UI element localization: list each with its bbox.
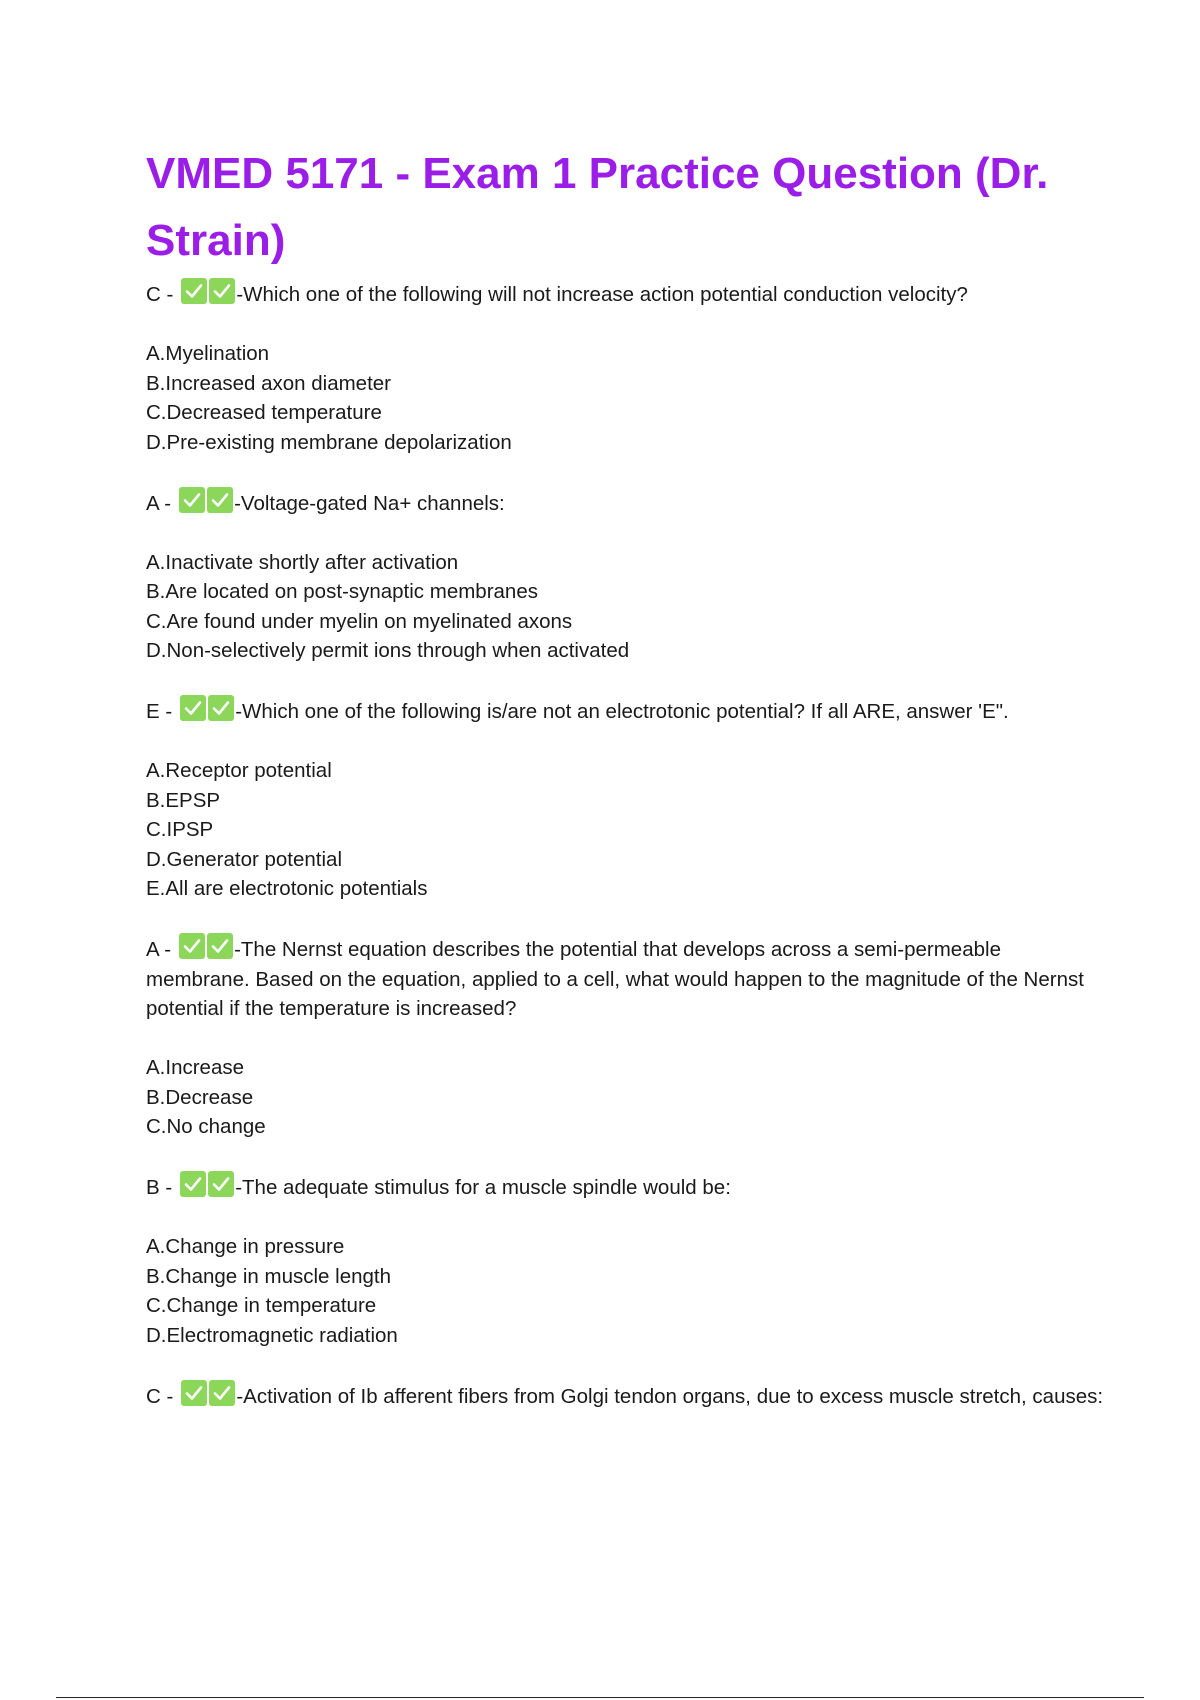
question-text: -Which one of the following will not increase action potential conduction velocity? [236, 283, 968, 306]
answer-key: A - [146, 491, 172, 515]
option-item: E.All are electrotonic potentials [146, 877, 428, 900]
document-page [146, 140, 1106, 1411]
check-mark-icon [181, 1380, 207, 1406]
option-item: D.Electromagnetic radiation [146, 1323, 398, 1347]
check-marks [179, 933, 233, 959]
option-item: A.Increase [146, 1056, 244, 1079]
option-item: C.IPSP [146, 818, 214, 841]
document-title: VMED 5171 - Exam 1 Practice Question (Dr. Strain) [146, 149, 1049, 265]
question-text: -The adequate stimulus for a muscle spindle would be: [235, 1176, 731, 1199]
option-list [146, 756, 1106, 904]
question-text: -The Nernst equation describes the potential that develops across a semi-permeable membrane. Based on the equation, applied to a cell, what would happen to the magnitude of the Nernst potential if the temperature is increased? [146, 938, 1084, 1020]
option-item: C.Decreased temperature [146, 401, 382, 424]
answer-key: C - [146, 1384, 174, 1408]
option-item: B.Decrease [146, 1085, 254, 1109]
check-mark-icon [179, 487, 205, 513]
question-text: -Activation of Ib afferent fibers from Golgi tendon organs, due to excess muscle stretch, causes: [236, 1384, 1104, 1408]
question-text: -Which one of the following is/are not an electrotonic potential? If all ARE, answer 'E". [235, 700, 1009, 723]
option-item: D.Non-selectively permit ions through when activated [146, 639, 630, 662]
question-block [146, 695, 1106, 904]
question-block [146, 1171, 1106, 1350]
option-item: B.EPSP [146, 788, 221, 812]
option-item: A.Change in pressure [146, 1235, 345, 1258]
check-mark-icon [208, 1171, 234, 1197]
option-list [146, 548, 1106, 666]
check-mark-icon [208, 695, 234, 721]
question-text-line [146, 933, 1106, 1024]
check-marks [180, 1171, 234, 1197]
option-item: C.Change in temperature [146, 1294, 377, 1317]
question-text-line [146, 278, 1106, 310]
check-marks [181, 278, 235, 304]
question-block [146, 933, 1106, 1142]
question-text-line [146, 1380, 1106, 1412]
check-mark-icon [207, 933, 233, 959]
check-marks [180, 695, 234, 721]
question-block [146, 278, 1106, 457]
question-text: -Voltage-gated Na+ channels: [234, 491, 505, 515]
check-mark-icon [209, 278, 235, 304]
answer-key: E - [146, 700, 173, 723]
check-mark-icon [209, 1380, 235, 1406]
question-block [146, 1380, 1106, 1412]
check-mark-icon [179, 933, 205, 959]
check-mark-icon [180, 1171, 206, 1197]
answer-key: C - [146, 283, 174, 306]
check-mark-icon [207, 487, 233, 513]
answer-key: B - [146, 1176, 173, 1199]
check-marks [181, 1380, 235, 1406]
question-text-line [146, 487, 1106, 519]
option-item: A.Receptor potential [146, 759, 332, 782]
option-list [146, 1232, 1106, 1350]
answer-key: A - [146, 938, 172, 961]
option-list [146, 339, 1106, 457]
question-block [146, 487, 1106, 666]
question-text-line [146, 695, 1106, 727]
question-text-line [146, 1171, 1106, 1203]
check-mark-icon [180, 695, 206, 721]
page-bottom-rule [56, 1697, 1144, 1698]
option-item: B.Are located on post-synaptic membranes [146, 580, 538, 603]
option-item: A.Myelination [146, 342, 270, 365]
option-item: A.Inactivate shortly after activation [146, 550, 459, 574]
option-item: B.Increased axon diameter [146, 371, 391, 395]
option-item: C.Are found under myelin on myelinated axons [146, 609, 573, 633]
option-item: C.No change [146, 1115, 266, 1138]
option-item: D.Generator potential [146, 847, 343, 871]
option-item: D.Pre-existing membrane depolarization [146, 430, 512, 454]
option-item: B.Change in muscle length [146, 1264, 392, 1288]
check-mark-icon [181, 278, 207, 304]
question-list [146, 278, 1106, 1411]
option-list [146, 1053, 1106, 1142]
check-marks [179, 487, 233, 513]
